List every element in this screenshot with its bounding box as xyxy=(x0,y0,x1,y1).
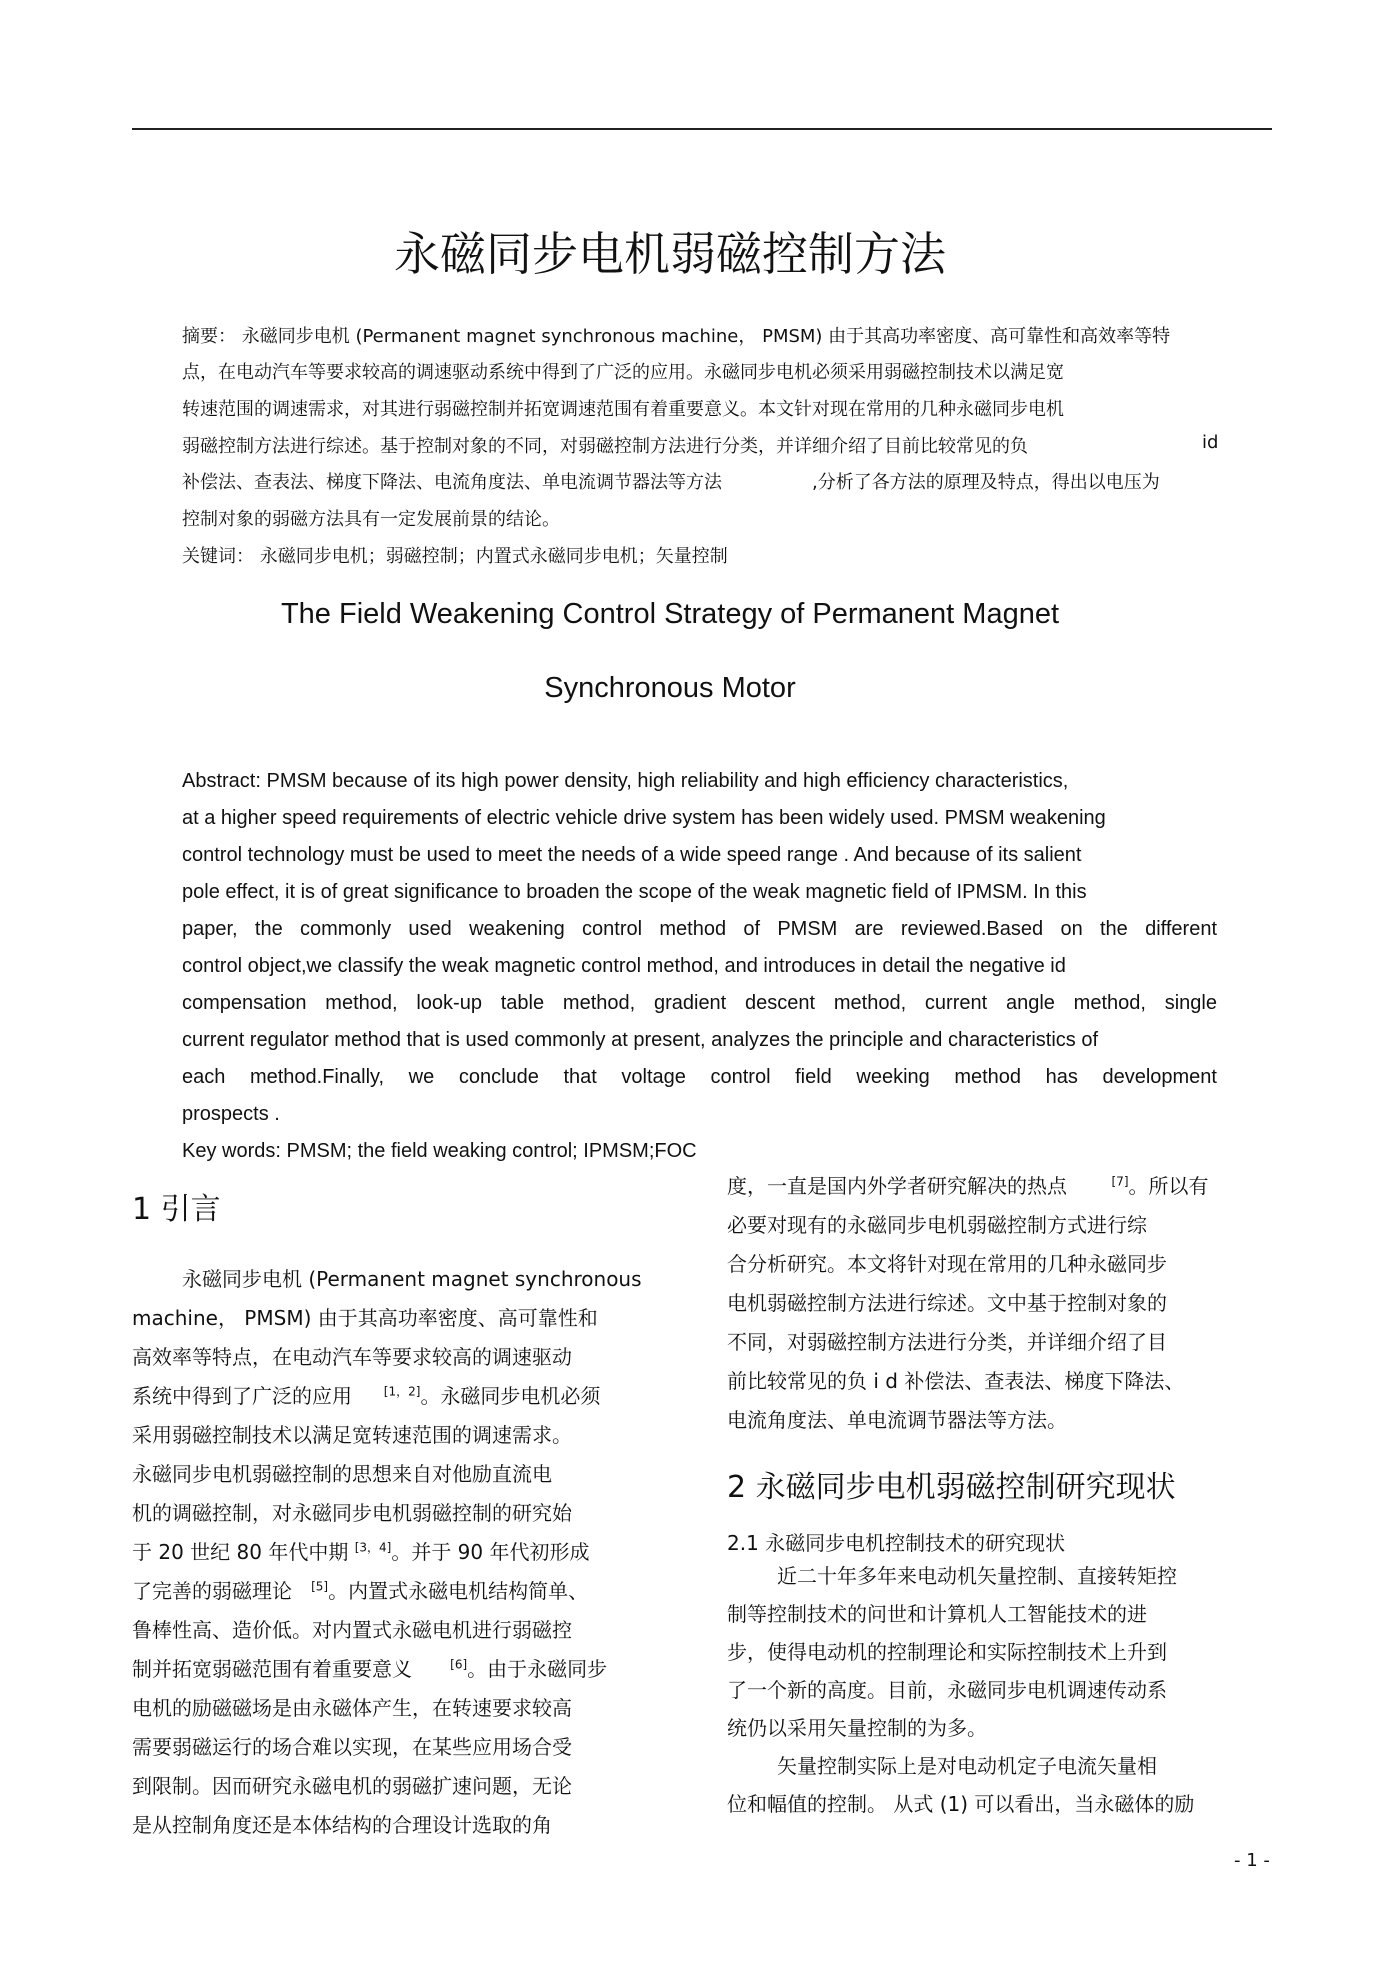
body-line: 矢量控制实际上是对电动机定子电流矢量相 xyxy=(777,1754,1157,1778)
section-2-1-heading: 2.1 永磁同步电机控制技术的研究现状 xyxy=(727,1531,1066,1555)
body-line: 需要弱磁运行的场合难以实现，在某些应用场合受 xyxy=(132,1735,572,1759)
en-abstract-line: current regulator method that is used commonly at present, analyzes the principle and characteristics of xyxy=(182,1029,1099,1051)
en-abstract-line: pole effect, it is of great significance to broaden the scope of the weak magnetic field of IPMSM. In this xyxy=(182,881,1087,903)
body-line: 制等控制技术的问世和计算机人工智能技术的进 xyxy=(727,1602,1147,1626)
body-line: 制并拓宽弱磁范围有着重要意义 [6]。由于永磁同步 xyxy=(132,1657,608,1681)
cn-abstract-line: 转速范围的调速需求，对其进行弱磁控制并拓宽调速范围有着重要意义。本文针对现在常用的几种永磁同步电机 xyxy=(182,399,1064,420)
citation: [7] xyxy=(1111,1174,1129,1189)
body-line: 了完善的弱磁理论 [5]。内置式永磁电机结构简单、 xyxy=(132,1579,589,1603)
body-line: 鲁棒性高、造价低。对内置式永磁电机进行弱磁控 xyxy=(132,1618,572,1642)
body-line: 前比较常见的负 i d 补偿法、查表法、梯度下降法、 xyxy=(727,1369,1185,1393)
body-line: machine， PMSM) 由于其高功率密度、高可靠性和 xyxy=(132,1306,598,1330)
en-title-line-1: The Field Weakening Control Strategy of Permanent Magnet xyxy=(280,598,1060,630)
body-line: 度，一直是国内外学者研究解决的热点 [7]。所以有 xyxy=(727,1174,1209,1198)
citation: [5] xyxy=(311,1579,329,1594)
en-abstract-line: control object,we classify the weak magnetic control method, and introduces in detail the negative id xyxy=(182,955,1066,977)
body-line: 永磁同步电机 (Permanent magnet synchronous xyxy=(182,1267,642,1291)
header-rule xyxy=(132,128,1272,130)
body-line: 统仍以采用矢量控制的为多。 xyxy=(727,1716,987,1740)
cn-abstract-line: 点，在电动汽车等要求较高的调速驱动系统中得到了广泛的应用。永磁同步电机必须采用弱磁控制技术以满足宽 xyxy=(182,362,1064,383)
page-number: - 1 - xyxy=(1234,1850,1270,1871)
citation: [1，2] xyxy=(383,1384,421,1399)
body-line: 高效率等特点，在电动汽车等要求较高的调速驱动 xyxy=(132,1345,572,1369)
body-line: 合分析研究。本文将针对现在常用的几种永磁同步 xyxy=(727,1252,1167,1276)
body-line: 电流角度法、单电流调节器法等方法。 xyxy=(727,1408,1067,1432)
body-line: 永磁同步电机弱磁控制的思想来自对他励直流电 xyxy=(132,1462,552,1486)
section-2-heading: 2 永磁同步电机弱磁控制研究现状 xyxy=(727,1470,1176,1505)
body-line: 不同，对弱磁控制方法进行分类，并详细介绍了目 xyxy=(727,1330,1167,1354)
cn-abstract-line: 弱磁控制方法进行综述。基于控制对象的不同，对弱磁控制方法进行分类，并详细介绍了目前比较常见的负 xyxy=(182,436,1028,457)
cn-keywords: 关键词： 永磁同步电机；弱磁控制；内置式永磁同步电机；矢量控制 xyxy=(182,546,728,567)
en-abstract-line: prospects . xyxy=(182,1103,280,1125)
cn-abstract-line: 补偿法、查表法、梯度下降法、电流角度法、单电流调节器法等方法 xyxy=(182,472,722,493)
en-title-line-2: Synchronous Motor xyxy=(544,672,796,704)
body-line: 到限制。因而研究永磁电机的弱磁扩速问题，无论 xyxy=(132,1774,572,1798)
body-line: 是从控制角度还是本体结构的合理设计选取的角 xyxy=(132,1813,552,1837)
cn-abstract-id-term: id xyxy=(1202,432,1219,453)
body-line: 步，使得电动机的控制理论和实际控制技术上升到 xyxy=(727,1640,1167,1664)
body-line: 于 20 世纪 80 年代中期 [3，4]。并于 90 年代初形成 xyxy=(132,1540,590,1564)
page-title: 永磁同步电机弱磁控制方法 xyxy=(394,227,946,281)
cn-abstract-line: 控制对象的弱磁方法具有一定发展前景的结论。 xyxy=(182,509,560,530)
body-line: 必要对现有的永磁同步电机弱磁控制方式进行综 xyxy=(727,1213,1147,1237)
en-abstract-line: Abstract: PMSM because of its high power density, high reliability and high efficiency characteristics, xyxy=(182,770,1069,792)
en-abstract-line: at a higher speed requirements of electric vehicle drive system has been widely used. PMSM weakening xyxy=(182,807,1106,829)
en-abstract-line: each method.Finally, we conclude that voltage control field weeking method has development xyxy=(182,1066,1217,1088)
citation: [3，4] xyxy=(354,1540,392,1555)
body-line: 系统中得到了广泛的应用 [1，2]。永磁同步电机必须 xyxy=(132,1384,601,1408)
body-line: 了一个新的高度。目前，永磁同步电机调速传动系 xyxy=(727,1678,1167,1702)
body-line: 位和幅值的控制。 从式 (1) 可以看出，当永磁体的励 xyxy=(727,1792,1195,1816)
body-line: 采用弱磁控制技术以满足宽转速范围的调速需求。 xyxy=(132,1423,572,1447)
body-line: 近二十年多年来电动机矢量控制、直接转矩控 xyxy=(777,1564,1177,1588)
en-abstract-line: control technology must be used to meet the needs of a wide speed range . And because of its salient xyxy=(182,844,1082,866)
en-abstract-line: compensation method, look-up table method, gradient descent method, current angle method, single xyxy=(182,992,1217,1014)
en-abstract-line: paper, the commonly used weakening control method of PMSM are reviewed.Based on the different xyxy=(182,918,1217,940)
body-line: 电机的励磁磁场是由永磁体产生，在转速要求较高 xyxy=(132,1696,572,1720)
body-line: 机的调磁控制，对永磁同步电机弱磁控制的研究始 xyxy=(132,1501,572,1525)
cn-abstract-line: 摘要： 永磁同步电机 (Permanent magnet synchronous machine， PMSM) 由于其高功率密度、高可靠性和高效率等特 xyxy=(182,326,1171,347)
body-line: 电机弱磁控制方法进行综述。文中基于控制对象的 xyxy=(727,1291,1167,1315)
citation: [6] xyxy=(450,1657,468,1672)
cn-abstract-line-tail: ,分析了各方法的原理及特点，得出以电压为 xyxy=(812,472,1160,493)
section-1-heading: 1 引言 xyxy=(132,1192,221,1227)
en-keywords: Key words: PMSM; the field weaking control; IPMSM;FOC xyxy=(182,1140,697,1162)
